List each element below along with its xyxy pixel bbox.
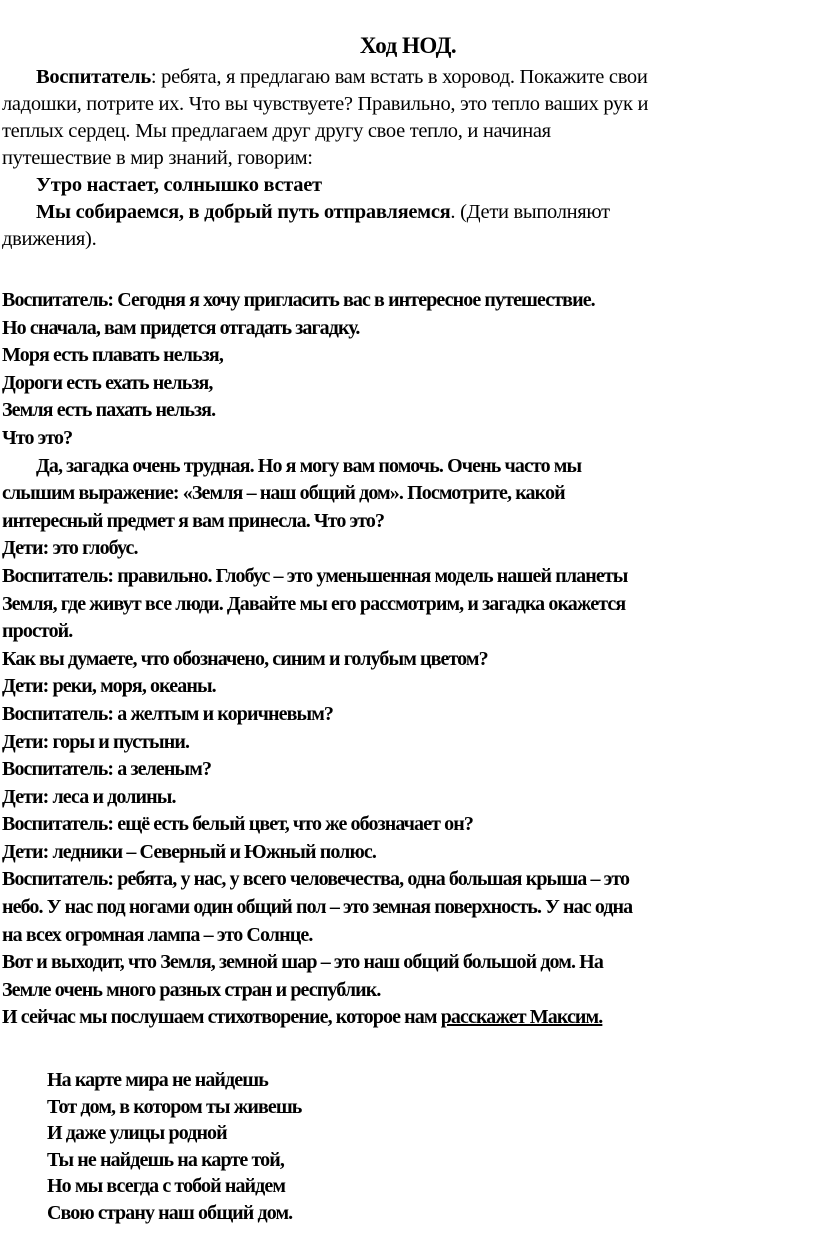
dialog-line: Как вы думаете, что обозначено, синим и голубым цветом? (2, 647, 488, 670)
intro-line: путешествие в мир знаний, говорим: (2, 147, 313, 169)
dialog-line: Дети: реки, моря, океаны. (2, 675, 216, 698)
intro-line (2, 64, 814, 91)
poem-line: И даже улицы родной (47, 1122, 227, 1144)
dialog-text: И сейчас мы послушаем стихотворение, которое нам (2, 1006, 441, 1029)
intro-text: : ребята, я предлагаю вам встать в хоровод. Покажите свои (150, 66, 648, 88)
chant-line (2, 199, 814, 226)
underlined-name: расскажет Максим. (440, 1006, 603, 1029)
poem-line: На карте мира не найдешь (47, 1069, 268, 1091)
dialog-line: Воспитатель: ещё есть белый цвет, что же обозначает он? (2, 813, 473, 836)
dialog-line (2, 1004, 814, 1032)
dialog-line: Воспитатель: ребята, у нас, у всего человечества, одна большая крыша – это (2, 868, 630, 891)
dialog-line: слышим выражение: «Земля – наш общий дом». Посмотрите, какой (2, 482, 565, 505)
dialog-line: Дети: это глобус. (2, 537, 138, 560)
dialog-line: на всех огромная лампа – это Солнце. (2, 923, 313, 946)
dialog-line: Воспитатель: а зеленым? (2, 758, 212, 781)
riddle-line: Моря есть плавать нельзя, (2, 344, 223, 367)
poem-line: Тот дом, в котором ты живешь (47, 1095, 302, 1118)
dialog-line: интересный предмет я вам принесла. Что это? (2, 509, 385, 532)
dialog-line: Земле очень много разных стран и республик. (2, 978, 381, 1001)
riddle-line: Дороги есть ехать нельзя, (2, 371, 213, 394)
dialog-line: Дети: горы и пустыни. (2, 730, 190, 753)
chant-text: Мы собираемся, в добрый путь отправляемся (36, 201, 451, 223)
chant-note: . (Дети выполняют (450, 201, 610, 223)
dialog-line: небо. У нас под ногами один общий пол – это земная поверхность. У нас одна (2, 896, 633, 919)
dialog-line: Но сначала, вам придется отгадать загадку. (2, 316, 360, 339)
chant-note-line: движения). (2, 228, 97, 250)
speaker-label: Воспитатель (36, 66, 151, 88)
chant-text: Утро настает, солнышко встает (36, 174, 322, 196)
intro-line: ладошки, потрите их. Что вы чувствуете? Правильно, это тепло ваших рук и (2, 93, 649, 115)
poem-block (47, 1067, 302, 1226)
dialog-line: Дети: леса и долины. (2, 785, 176, 808)
poem-line: Свою страну наш общий дом. (47, 1201, 293, 1224)
riddle-line: Земля есть пахать нельзя. (2, 399, 216, 422)
riddle-question: Что это? (2, 426, 73, 449)
intro-paragraph (2, 64, 814, 253)
dialog-block (2, 287, 814, 1032)
page-title: Ход НОД. (359, 33, 457, 58)
dialog-line: Воспитатель: правильно. Глобус – это уменьшенная модель нашей планеты (2, 564, 628, 587)
dialog-line: простой. (2, 620, 73, 643)
dialog-line: Дети: ледники – Северный и Южный полюс. (2, 840, 376, 863)
chant-line (2, 172, 814, 199)
poem-line: Но мы всегда с тобой найдем (47, 1175, 286, 1197)
poem-line: Ты не найдешь на карте той, (47, 1148, 284, 1171)
dialog-line: Воспитатель: Сегодня я хочу пригласить вас в интересное путешествие. (2, 289, 595, 311)
dialog-line: Вот и выходит, что Земля, земной шар – это наш общий большой дом. На (2, 951, 603, 974)
dialog-line: Воспитатель: а желтым и коричневым? (2, 702, 334, 725)
intro-line: теплых сердец. Мы предлагаем друг другу свое тепло, и начиная (2, 120, 551, 142)
dialog-line: Земля, где живут все люди. Давайте мы его рассмотрим, и загадка окажется (2, 592, 626, 615)
dialog-line: Да, загадка очень трудная. Но я могу вам помочь. Очень часто мы (36, 454, 582, 477)
